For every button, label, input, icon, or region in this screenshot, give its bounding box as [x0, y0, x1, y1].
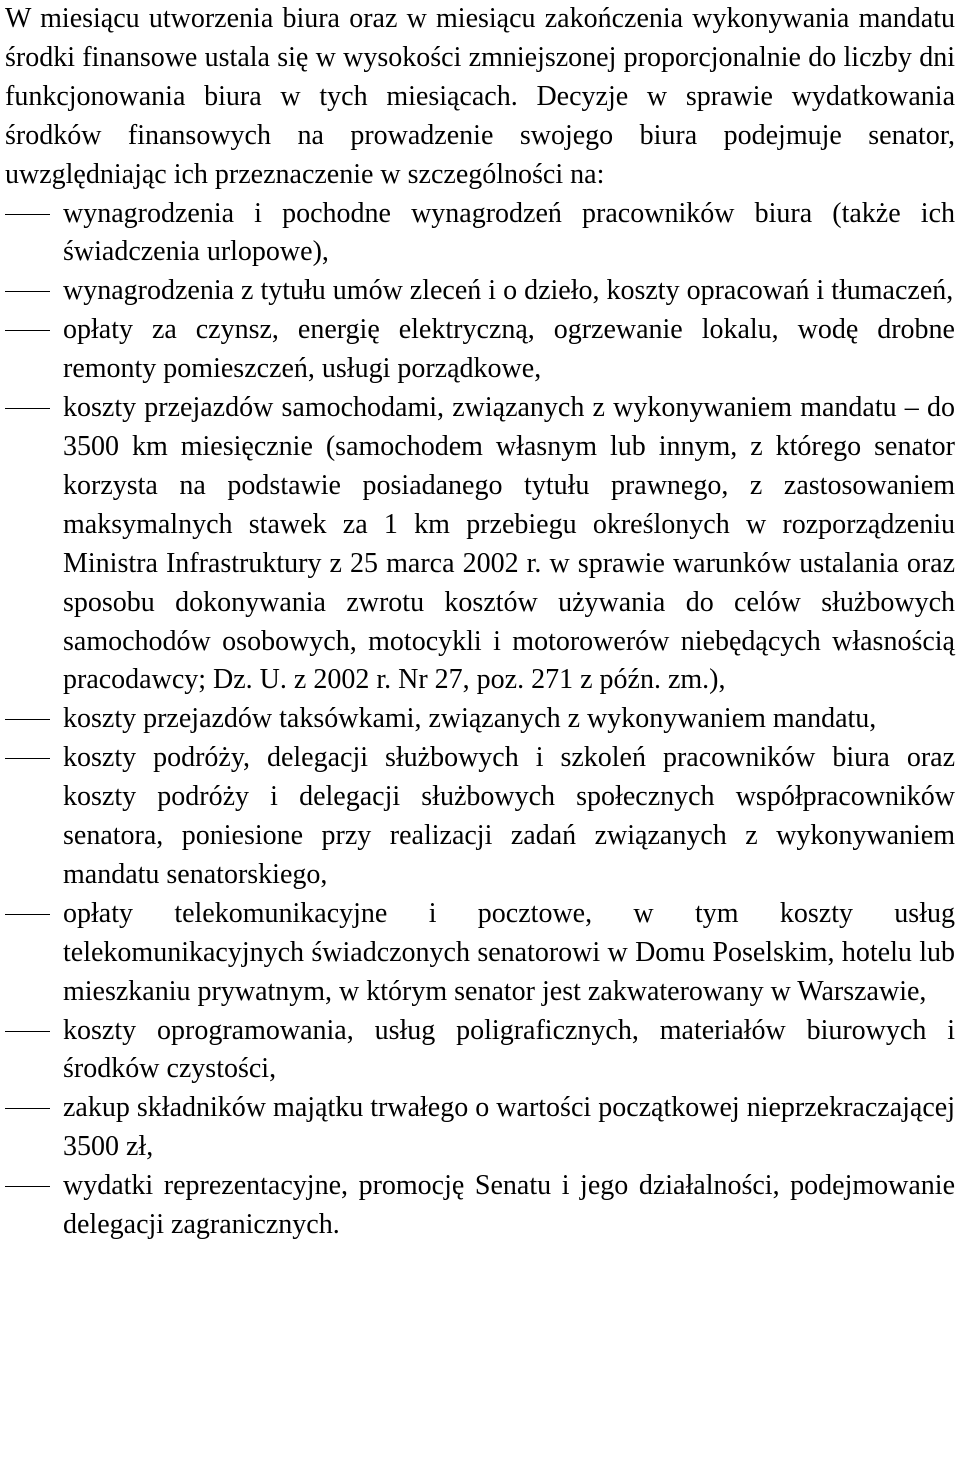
list-item-text: wynagrodzenia z tytułu umów zleceń i o dzieło, koszty opracowań i tłumaczeń, [63, 275, 954, 307]
dash-bullet [5, 1186, 50, 1187]
list-item-text: opłaty telekomunikacyjne i pocztowe, w tym koszty usług telekomunikacyjnych świadczonych senatorowi w Domu Poselskim, hotelu lub mieszkaniu prywatnym, w którym senator jest zakwaterowany w Warszawie, [63, 897, 955, 1007]
dash-bullet [5, 914, 50, 915]
list-item-text: opłaty za czynsz, energię elektryczną, ogrzewanie lokalu, wodę drobne remonty pomieszczeń, usługi porządkowe, [63, 314, 955, 385]
list-item [5, 1089, 955, 1167]
list-item-text: koszty przejazdów samochodami, związanych z wykonywaniem mandatu – do 3500 km miesięcznie (samochodem własnym lub innym, z którego senator korzysta na podstawie posiadanego tytułu prawnego, z zastosowaniem maksymalnych stawek za 1 km przebiegu określonych w rozporządzeniu Ministra Infrastruktury z 25 marca 2002 r. w sprawie warunków ustalania oraz sposobu dokonywania zwrotu kosztów używania do celów służbowych samochodów osobowych, motocykli i motorowerów niebędących własnością pracodawcy; Dz. U. z 2002 r. Nr 27, poz. 271 z późn. zm.), [63, 392, 955, 696]
list-item-text: wydatki reprezentacyjne, promocję Senatu i jego działalności, podejmowanie delegacji zagranicznych. [63, 1170, 955, 1241]
dash-bullet [5, 408, 50, 409]
document-page [5, 0, 955, 1245]
dash-bullet [5, 719, 50, 720]
list-item-text: zakup składników majątku trwałego o wartości początkowej nieprzekraczającej 3500 zł, [63, 1092, 955, 1163]
list-item [5, 895, 955, 1012]
dash-bullet [5, 758, 50, 759]
list-item-text: koszty podróży, delegacji służbowych i szkoleń pracowników biura oraz koszty podróży i delegacji służbowych społecznych współpracowników senatora, poniesione przy realizacji zadań związanych z wykonywaniem mandatu senatorskiego, [63, 742, 955, 890]
dash-bullet [5, 330, 50, 331]
dash-bullet [5, 1031, 50, 1032]
list-item [5, 739, 955, 895]
list-item-text: wynagrodzenia i pochodne wynagrodzeń pracowników biura (także ich świadczenia urlopowe), [63, 197, 955, 268]
list-item [5, 311, 955, 389]
list-item [5, 272, 955, 311]
list-item-text: koszty oprogramowania, usług poligraficznych, materiałów biurowych i środków czystości, [63, 1014, 955, 1085]
list-item [5, 700, 955, 739]
list-item-text: koszty przejazdów taksówkami, związanych z wykonywaniem mandatu, [63, 703, 877, 735]
intro-paragraph: W miesiącu utworzenia biura oraz w miesiącu zakończenia wykonywania mandatu środki finansowe ustala się w wysokości zmniejszonej proporcjonalnie do liczby dni funkcjonowania biura w tych miesiącach. Decyzje w sprawie wydatkowania środków finansowych na prowadzenie swojego biura podejmuje senator, uwzględniając ich przeznaczenie w szczególności na: [5, 3, 955, 190]
list-item [5, 195, 955, 273]
dash-bullet [5, 214, 50, 215]
expense-list [5, 195, 955, 1245]
list-item [5, 1167, 955, 1245]
list-item [5, 389, 955, 700]
dash-bullet [5, 1108, 50, 1109]
dash-bullet [5, 291, 50, 292]
list-item [5, 1012, 955, 1090]
